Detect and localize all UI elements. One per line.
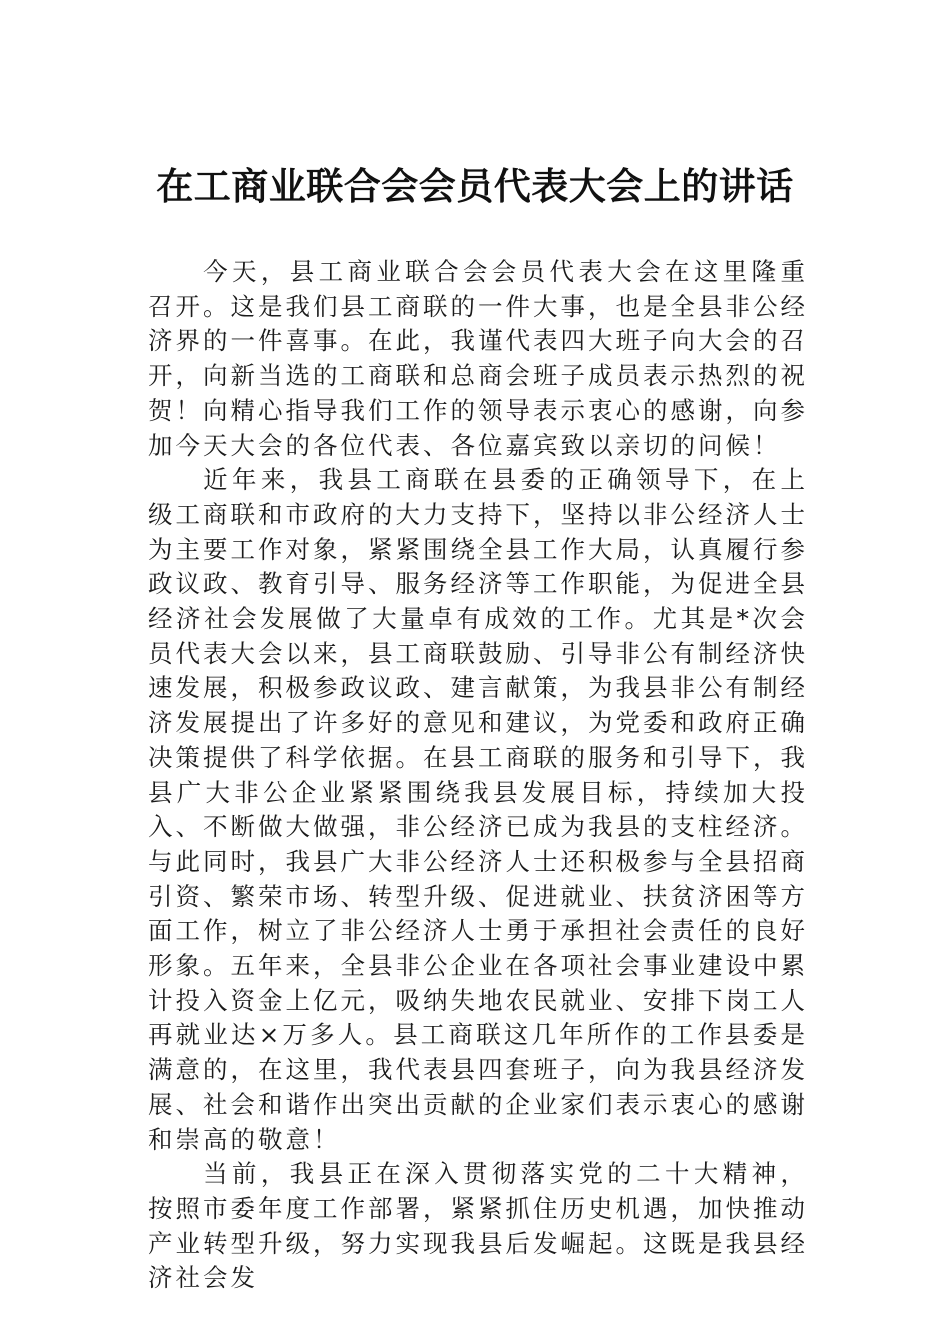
document-title: 在工商业联合会会员代表大会上的讲话 [156, 164, 794, 208]
document-body [148, 255, 808, 1296]
paragraph: 当前，我县正在深入贯彻落实党的二十大精神，按照市委年度工作部署，紧紧抓住历史机遇，加快推动产业转型升级，努力实现我县后发崛起。这既是我县经济社会发 [148, 1159, 808, 1293]
paragraph: 今天，县工商业联合会会员代表大会在这里隆重召开。这是我们县工商联的一件大事，也是全县非公经济界的一件喜事。在此，我谨代表四大班子向大会的召开，向新当选的工商联和总商会班子成员表示热烈的祝贺！向精心指导我们工作的领导表示衷心的感谢，向参加今天大会的各位代表、各位嘉宾致以亲切的问候！ [148, 257, 808, 460]
paragraph: 近年来，我县工商联在县委的正确领导下，在上级工商联和市政府的大力支持下，坚持以非公经济人士为主要工作对象，紧紧围绕全县工作大局，认真履行参政议政、教育引导、服务经济等工作职能，为促进全县经济社会发展做了大量卓有成效的工作。尤其是*次会员代表大会以来，县工商联鼓励、引导非公有制经济快速发展，积极参政议政、建言献策，为我县非公有制经济发展提出了许多好的意见和建议，为党委和政府正确决策提供了科学依据。在县工商联的服务和引导下，我县广大非公企业紧紧围绕我县发展目标，持续加大投入、不断做大做强，非公经济已成为我县的支柱经济。与此同时，我县广大非公经济人士还积极参与全县招商引资、繁荣市场、转型升级、促进就业、扶贫济困等方面工作，树立了非公经济人士勇于承担社会责任的良好形象。五年来，全县非公企业在各项社会事业建设中累计投入资金上亿元，吸纳失地农民就业、安排下岗工人再就业达×万多人。县工商联这几年所作的工作县委是满意的，在这里，我代表县四套班子，向为我县经济发展、社会和谐作出突出贡献的企业家们表示衷心的感谢和崇高的敬意！ [148, 465, 808, 1154]
